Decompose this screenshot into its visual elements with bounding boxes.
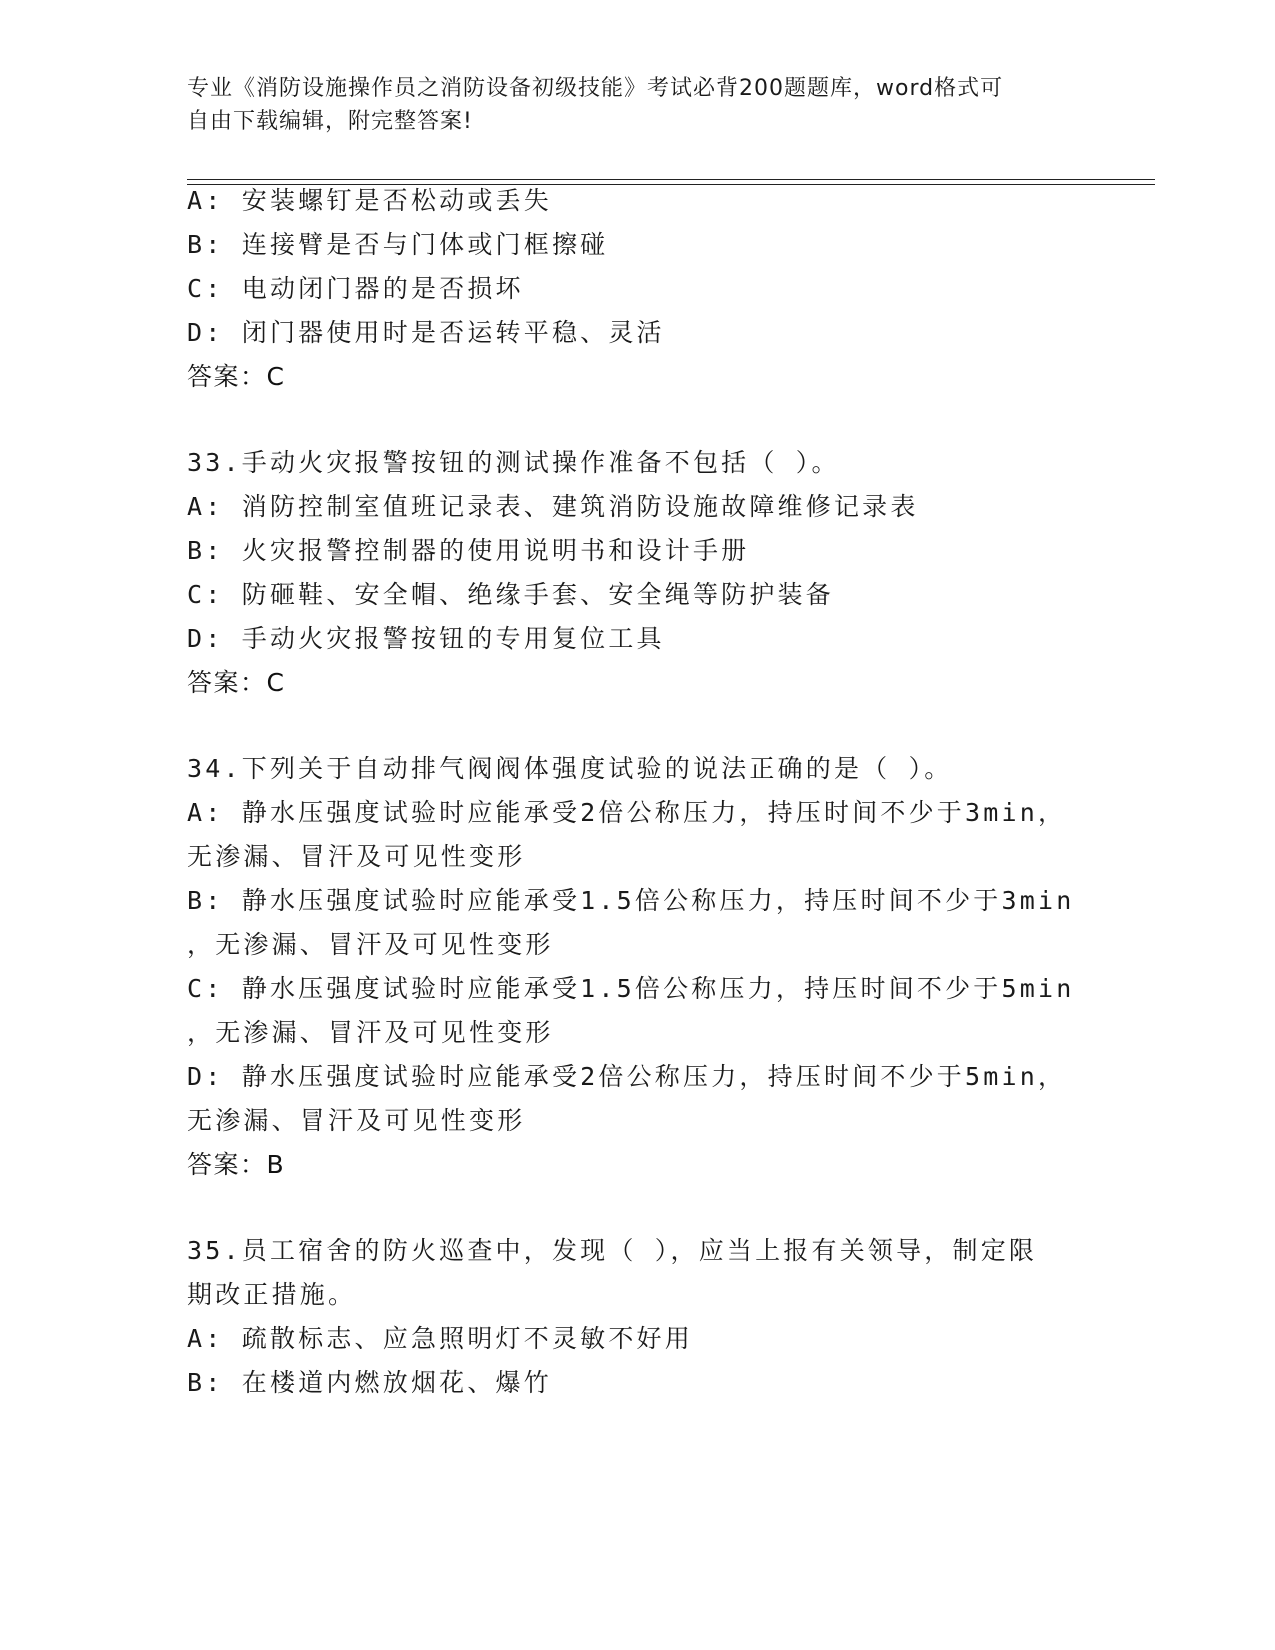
q34-answer: 答案：B: [187, 1150, 286, 1179]
q34-stem: 34.下列关于自动排气阀阀体强度试验的说法正确的是（ ）。: [187, 754, 953, 783]
q32-answer: 答案：C: [187, 362, 286, 391]
q34-option-b-line-1: B: 静水压强度试验时应能承受1.5倍公称压力，持压时间不少于3min: [187, 886, 1075, 915]
q34-option-b-line-2: ，无渗漏、冒汗及可见性变形: [187, 930, 554, 959]
q33-answer: 答案：C: [187, 668, 286, 697]
q34-option-a-line-2: 无渗漏、冒汗及可见性变形: [187, 842, 526, 871]
q35-stem-line-2: 期改正措施。: [187, 1280, 357, 1309]
q34-option-d-line-2: 无渗漏、冒汗及可见性变形: [187, 1106, 526, 1135]
document-header: [187, 72, 1067, 138]
header-line-1: 专业《消防设施操作员之消防设备初级技能》考试必背200题题库，word格式可: [187, 76, 1004, 101]
q35-option-b: B: 在楼道内燃放烟花、爆竹: [187, 1368, 552, 1397]
q32-option-b: B: 连接臂是否与门体或门框擦碰: [187, 230, 609, 259]
q35-option-a: A: 疏散标志、应急照明灯不灵敏不好用: [187, 1324, 693, 1353]
q32-option-a: A: 安装螺钉是否松动或丢失: [187, 186, 552, 215]
q33-option-d: D: 手动火灾报警按钮的专用复位工具: [187, 624, 665, 653]
q32-option-c: C: 电动闭门器的是否损坏: [187, 274, 524, 303]
q33-option-a: A: 消防控制室值班记录表、建筑消防设施故障维修记录表: [187, 492, 919, 521]
q32-option-d: D: 闭门器使用时是否运转平稳、灵活: [187, 318, 665, 347]
q34-option-c-line-2: ，无渗漏、冒汗及可见性变形: [187, 1018, 554, 1047]
header-divider-bottom: [187, 184, 1155, 185]
q35-stem-line-1: 35.员工宿舍的防火巡查中，发现（ ），应当上报有关领导，制定限: [187, 1236, 1038, 1265]
q33-stem: 33.手动火灾报警按钮的测试操作准备不包括（ ）。: [187, 448, 840, 477]
q33-option-c: C: 防砸鞋、安全帽、绝缘手套、安全绳等防护装备: [187, 580, 834, 609]
q34-option-a-line-1: A: 静水压强度试验时应能承受2倍公称压力，持压时间不少于3min，: [187, 798, 1067, 827]
q34-option-c-line-1: C: 静水压强度试验时应能承受1.5倍公称压力，持压时间不少于5min: [187, 974, 1075, 1003]
q33-option-b: B: 火灾报警控制器的使用说明书和设计手册: [187, 536, 750, 565]
header-line-2: 自由下载编辑，附完整答案!: [187, 109, 473, 134]
header-divider-top: [187, 179, 1155, 180]
q34-option-d-line-1: D: 静水压强度试验时应能承受2倍公称压力，持压时间不少于5min，: [187, 1062, 1067, 1091]
